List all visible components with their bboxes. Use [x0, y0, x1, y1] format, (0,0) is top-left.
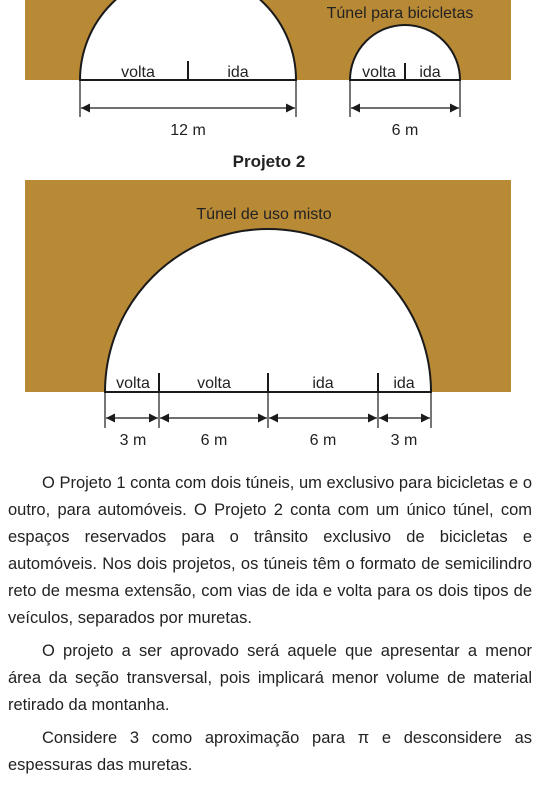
bike-lane-ida: ida — [419, 64, 441, 81]
mixed-lane-4: ida — [393, 375, 415, 392]
projeto-2-title: Projeto 2 — [232, 152, 306, 171]
bike-tunnel-label: Túnel para bicicletas — [326, 5, 474, 22]
mixed-width-4: 3 m — [390, 432, 418, 449]
mixed-lane-3: ida — [312, 375, 334, 392]
mixed-width-2: 6 m — [200, 432, 228, 449]
car-lane-volta: volta — [121, 64, 155, 81]
car-lane-ida: ida — [227, 64, 249, 81]
mixed-lane-1: volta — [116, 375, 150, 392]
bike-width-label: 6 m — [391, 122, 419, 139]
mixed-width-3: 6 m — [309, 432, 337, 449]
mixed-lane-2: volta — [197, 375, 231, 392]
paragraph-1: O Projeto 1 conta com dois túneis, um exclusivo para bicicletas e o outro, para automóveis. O Projeto 2 conta com um único túnel, com espaços reservados para o trânsito exclusivo de bicicletas e automóveis. Nos dois projetos, os túneis têm o formato de semicilindro reto de mesma extensão, com vias de ida e volta para os dois tipos de veículos, separados por muretas. — [8, 474, 532, 627]
paragraph-3: Considere 3 como aproximação para π e desconsidere as espessuras das muretas. — [8, 729, 532, 774]
question-text — [8, 470, 532, 785]
paragraph-2: O projeto a ser aprovado será aquele que apresentar a menor área da seção transversal, pois implicará menor volume de material retirado da montanha. — [8, 642, 532, 714]
mixed-width-1: 3 m — [119, 432, 147, 449]
bike-lane-volta: volta — [362, 64, 396, 81]
mixed-tunnel-label: Túnel de uso misto — [196, 206, 332, 223]
car-width-label: 12 m — [170, 122, 206, 139]
